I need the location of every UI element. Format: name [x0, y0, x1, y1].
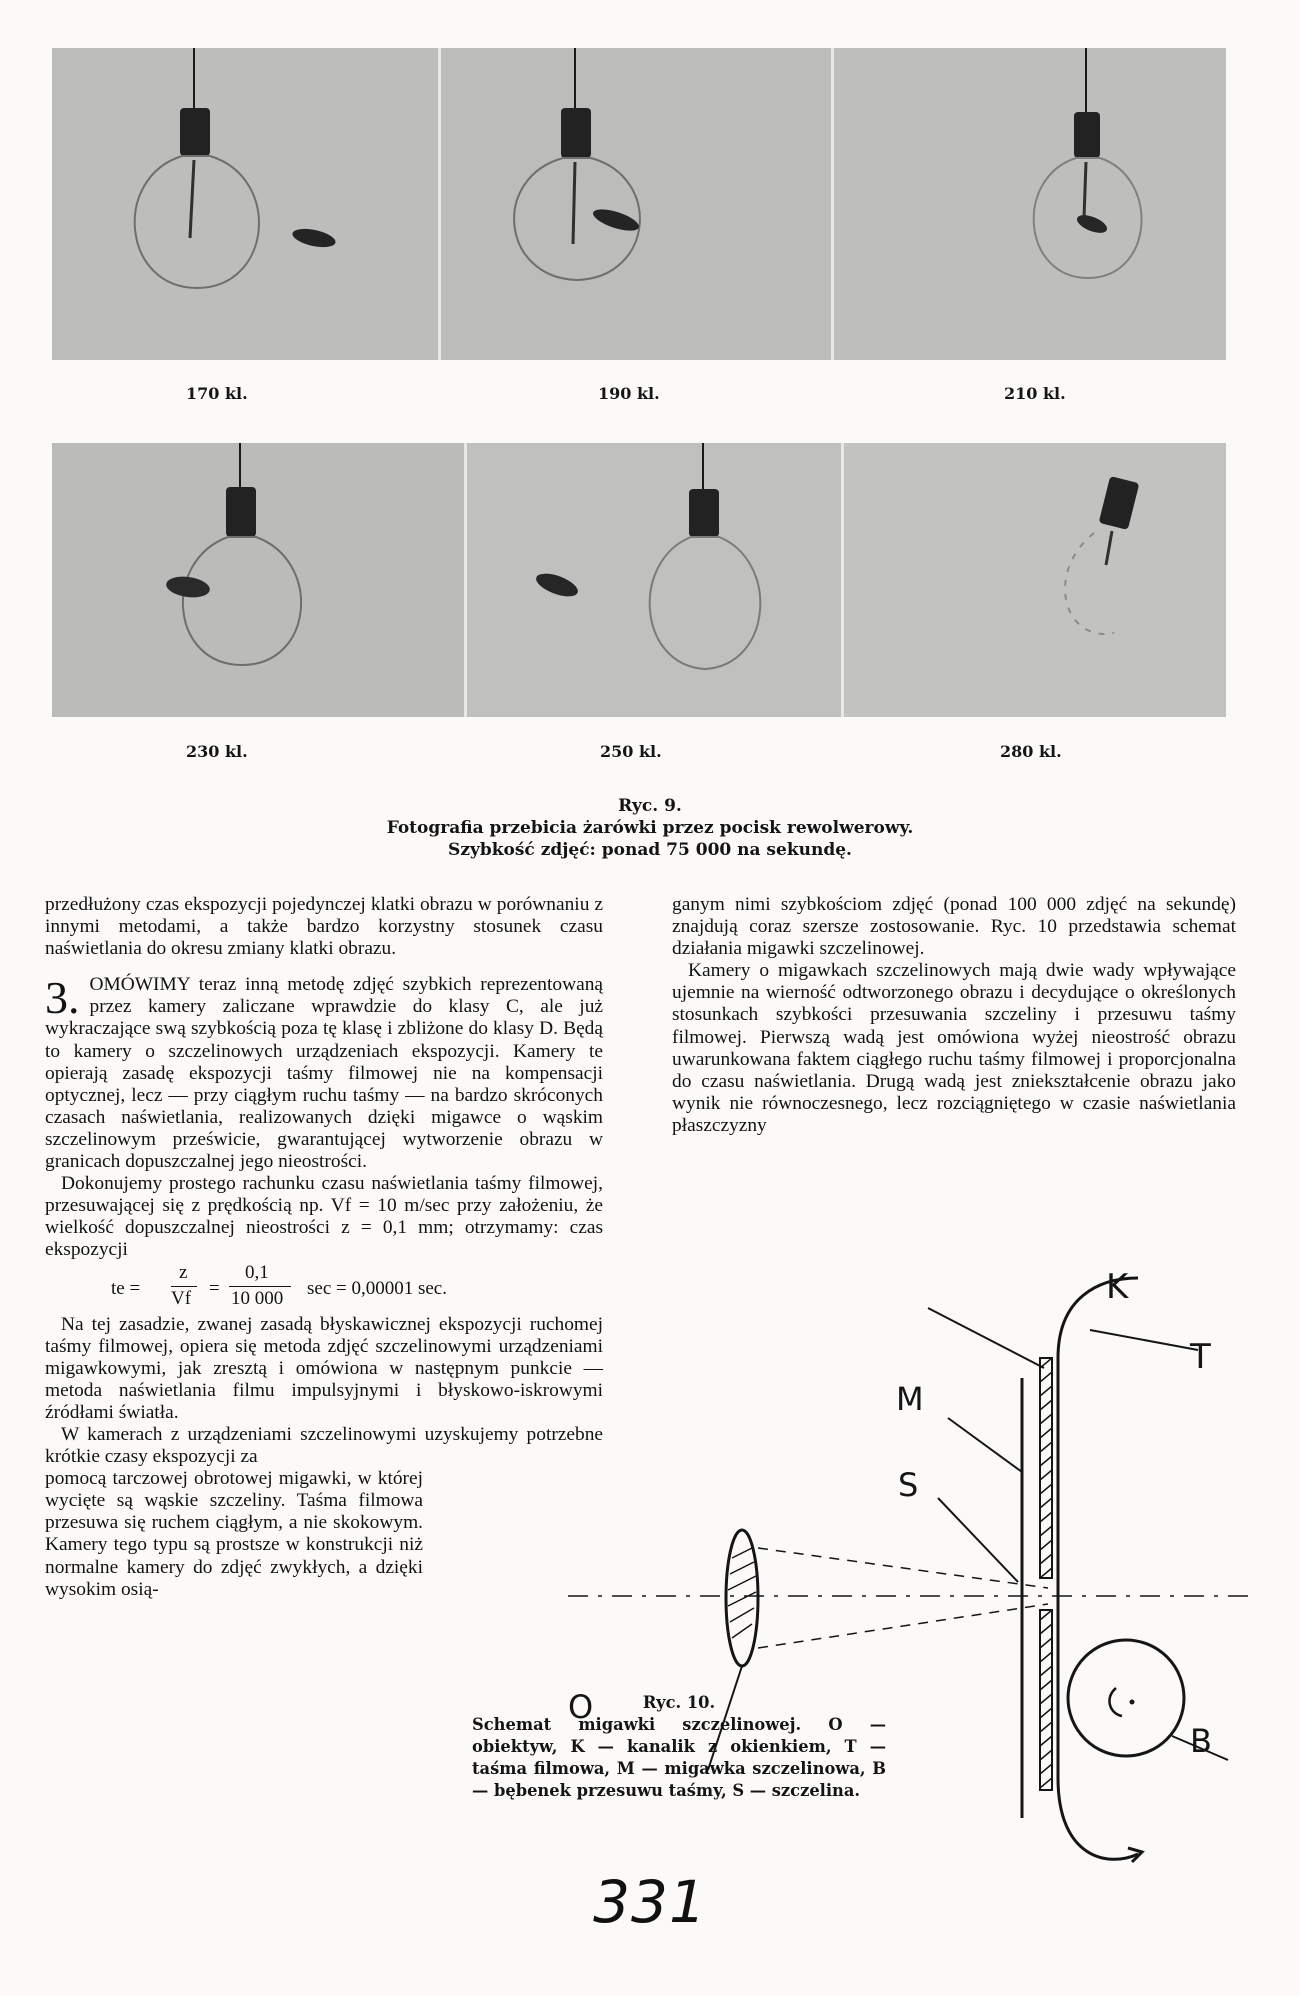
- paragraph: Na tej zasadzie, zwanej zasadą błyskawicznej ekspozycji ruchomej taśmy filmowej, opiera się metoda zdjęć szczelinowymi urządzeniami migawkowymi, jak zresztą i omówiona w następnym punkcie — metoda naświetlania filmu impulsyjnymi i błyskowo-iskrowymi źródłami światła.: [45, 1313, 603, 1423]
- paragraph-section-3: [45, 974, 603, 1173]
- leader-m: [948, 1418, 1022, 1472]
- paragraph: Dokonujemy prostego rachunku czasu naświetlania taśmy filmowej, przesuwającej się z prędkością np. Vf = 10 m/sec przy założeniu, że wielkość dopuszczalnej nieostrości z = 0,1 mm; otrzymamy: czas ekspozycji: [45, 1173, 603, 1261]
- label-m: M: [896, 1380, 924, 1418]
- drop-cap: 3.: [45, 972, 80, 1024]
- light-ray: [758, 1604, 1048, 1648]
- frame-label-280: 280 kl.: [1000, 742, 1062, 761]
- paragraph-narrow: pomocą tarczowej obrotowej migawki, w której wycięte są wąskie szczeliny. Taśma filmowa przesuwa się ruchem ciągłym, a nie skokowym. Kamery tego typu są prostsze w konstrukcji niż normalne kamery do zdjęć zwykłych, a dzięki wysokim osią-: [45, 1468, 423, 1600]
- right-column: [672, 894, 1236, 1137]
- exposure-formula: [45, 1262, 603, 1314]
- leader-s: [938, 1498, 1018, 1582]
- bulb-photo-170: [52, 48, 438, 360]
- photo-strip-bottom: [52, 443, 1226, 717]
- formula-frac1-den: Vf: [171, 1287, 192, 1309]
- figure-9-number: Ryc. 9.: [618, 796, 682, 816]
- formula-eq: =: [209, 1277, 220, 1299]
- formula-rhs: sec = 0,00001 sec.: [307, 1277, 447, 1299]
- bulb-image: [441, 48, 831, 360]
- frame-label-190: 190 kl.: [598, 384, 660, 403]
- label-t: T: [1190, 1337, 1211, 1377]
- photo-strip-top: [52, 48, 1226, 360]
- frame-label-210: 210 kl.: [1004, 384, 1066, 403]
- bulb-photo-280: [844, 443, 1226, 717]
- film-channel: [1040, 1358, 1052, 1790]
- bulb-image: [834, 48, 1226, 360]
- leader-k: [928, 1308, 1044, 1368]
- fraction-bar: [171, 1286, 197, 1287]
- figure-9-caption: [0, 795, 1300, 861]
- label-b: B: [1190, 1722, 1212, 1760]
- figure-9-caption-line2: Szybkość zdjęć: ponad 75 000 na sekundę.: [448, 840, 852, 860]
- bulb-photo-250: [467, 443, 841, 717]
- bulb-image: [467, 443, 841, 717]
- figure-9-caption-line1: Fotografia przebicia żarówki przez pocisk rewolwerowy.: [386, 818, 914, 838]
- frame-label-170: 170 kl.: [186, 384, 248, 403]
- paragraph: Kamery o migawkach szczelinowych mają dwie wady wpływające ujemnie na wierność odtworzonego obrazu i decydujące o określonych stosunkach szybkości przesuwania szczeliny i przesuwu taśmy filmowej. Pierwszą wadą jest omówiona wyżej nieostrość obrazu uwarunkowana faktem ciągłego ruchu taśmy filmowej i proporcjonalna do czasu naświetlania. Drugą wadą jest zniekształcenie obrazu jako wynik nie równoczesnego, lecz rozciągniętego w czasie naświetlania płaszczyzny: [672, 960, 1236, 1136]
- paragraph-text: OMÓWIMY teraz inną metodę zdjęć szybkich reprezentowaną przez kamery zaliczane wprawdzie do klasy C, ale już wykraczające swą szybkością poza tę klasę i zbliżone do klasy D. Będą to kamery o szczelinowych urządzeniach ekspozycji. Kamery te opierają zasadę ekspozycji taśmy filmowej nie na kompensacji optycznej, lecz — przy ciągłym ruchu taśmy — na bardzo skróconych czasach naświetlania, realizowanych dzięki migawce o wąskim szczelinowym prześwicie, gwarantującej wytworzenie obrazu w granicach dopuszczalnej jego nieostrości.: [45, 974, 603, 1173]
- leader-t: [1090, 1330, 1198, 1350]
- left-column: [45, 894, 603, 1601]
- frame-label-230: 230 kl.: [186, 742, 248, 761]
- bulb-photo-230: [52, 443, 464, 717]
- drum-circle: [1068, 1640, 1184, 1756]
- formula-frac2-num: 0,1: [245, 1261, 269, 1283]
- figure-10-number: Ryc. 10.: [642, 1693, 716, 1712]
- formula-lhs: te =: [111, 1277, 141, 1299]
- label-s: S: [898, 1466, 919, 1504]
- bulb-image: [52, 48, 438, 360]
- paragraph: W kamerach z urządzeniami szczelinowymi uzyskujemy potrzebne krótkie czasy ekspozycji za: [45, 1423, 603, 1468]
- lens-hatch: [728, 1548, 756, 1638]
- figure-10-caption: [472, 1692, 886, 1802]
- bulb-image: [52, 443, 464, 717]
- label-k: K: [1106, 1267, 1129, 1307]
- paragraph: ganym nimi szybkościom zdjęć (ponad 100 000 zdjęć na sekundę) znajdują coraz szersze zostosowanie. Ryc. 10 przedstawia schemat działania migawki szczelinowej.: [672, 894, 1236, 960]
- page-number: 331: [593, 1868, 707, 1936]
- film-exit: [1058, 1778, 1138, 1859]
- frame-label-250: 250 kl.: [600, 742, 662, 761]
- bulb-image: [844, 443, 1226, 717]
- label-o: O: [568, 1688, 594, 1726]
- bulb-photo-190: [441, 48, 831, 360]
- drum-center: [1130, 1700, 1135, 1705]
- formula-frac2-den: 10 000: [231, 1287, 284, 1309]
- bulb-photo-210: [834, 48, 1226, 360]
- formula-frac1-num: z: [179, 1261, 188, 1283]
- fraction-bar: [229, 1286, 291, 1287]
- lens: [726, 1530, 758, 1666]
- drum-rotation-mark: [1109, 1688, 1122, 1716]
- paragraph: przedłużony czas ekspozycji pojedynczej klatki obrazu w porównaniu z innymi metodami, a także bardzo korzystny stosunek czasu naświetlania do okresu zmiany klatki obrazu.: [45, 894, 603, 960]
- figure-10-caption-text: Schemat migawki szczelinowej. O — obiektyw, K — kanalik z okienkiem, T — taśma filmowa, M — migawka szczelinowa, B — bębenek przesuwu taśmy, S — szczelina.: [472, 1715, 886, 1800]
